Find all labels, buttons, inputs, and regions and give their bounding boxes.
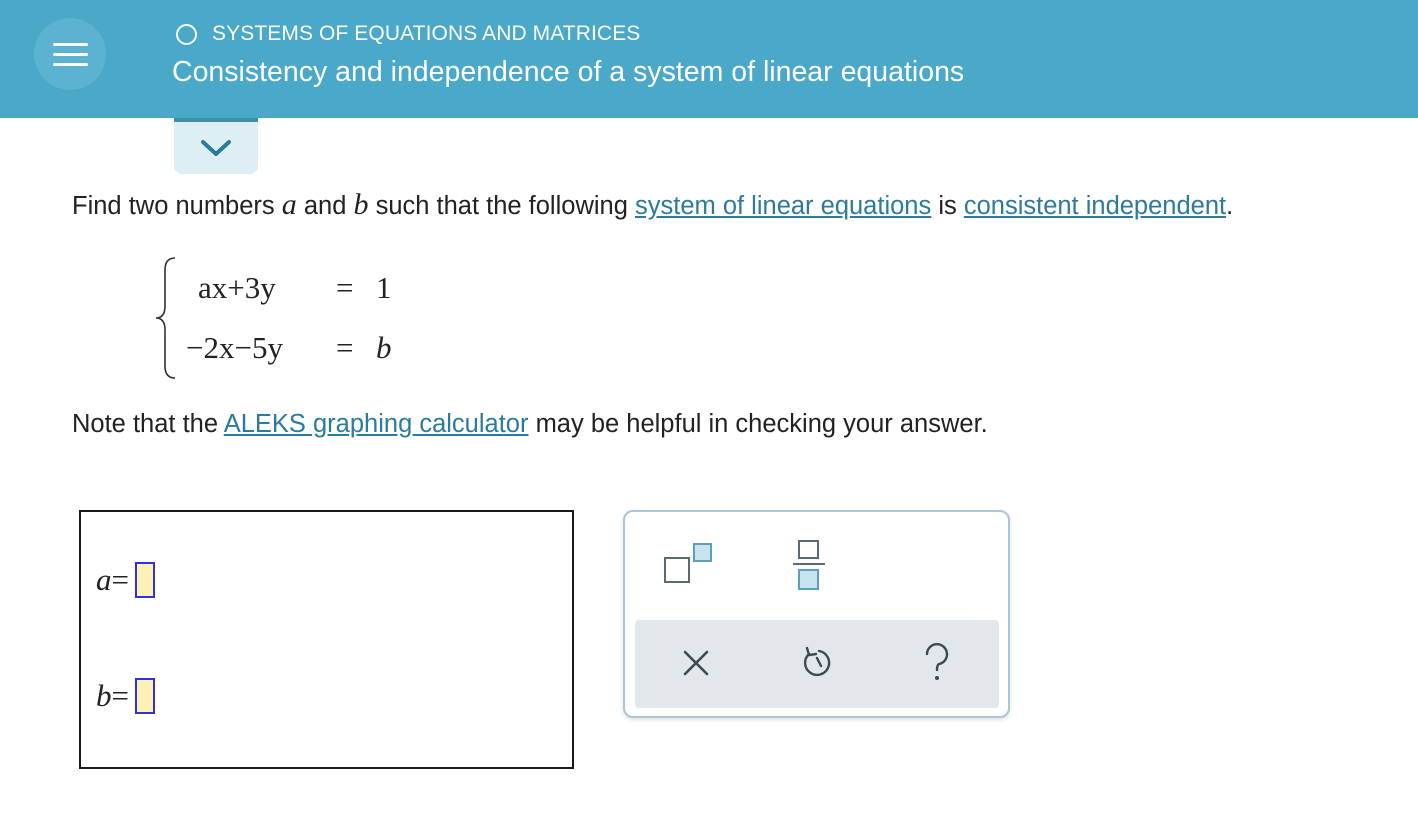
topic-label: SYSTEMS OF EQUATIONS AND MATRICES: [212, 22, 641, 45]
equation-system: [150, 256, 450, 380]
variable-b: b: [353, 188, 369, 221]
equation-1-rhs: 1: [376, 270, 392, 305]
graphing-calculator-link[interactable]: ALEKS graphing calculator: [223, 410, 529, 438]
page-title: Consistency and independence of a system of linear equations: [172, 56, 965, 88]
answer-b-label: b: [96, 678, 112, 713]
answer-box: [79, 510, 574, 769]
equation-2-lhs: −2x−5y: [186, 330, 283, 365]
left-brace-icon: [150, 256, 180, 380]
help-button[interactable]: [921, 642, 953, 689]
hamburger-menu-icon: [53, 43, 88, 46]
undo-icon: [798, 644, 836, 682]
fraction-button[interactable]: [789, 538, 829, 599]
consistent-independent-link[interactable]: consistent independent: [963, 192, 1227, 220]
clear-button[interactable]: [679, 646, 713, 685]
system-of-linear-equations-link[interactable]: system of linear equations: [634, 192, 932, 220]
equation-2-rhs: b: [376, 330, 392, 365]
answer-a-input[interactable]: [135, 562, 155, 598]
fraction-icon: [789, 538, 829, 594]
undo-button[interactable]: [798, 644, 836, 687]
answer-row-b: b=: [96, 678, 155, 714]
header-bar: [0, 0, 1418, 118]
note-text: Note that the ALEKS graphing calculator may be helpful in checking your answer.: [72, 410, 988, 438]
topic-circle-icon: [176, 24, 197, 45]
variable-a: a: [281, 188, 297, 221]
math-tool-panel: [623, 510, 1010, 718]
menu-button[interactable]: [34, 18, 106, 90]
superscript-button[interactable]: [661, 540, 717, 593]
topic-breadcrumb: [176, 22, 640, 46]
collapse-toggle-button[interactable]: [174, 118, 258, 174]
chevron-down-icon: [200, 138, 232, 158]
superscript-icon: [661, 540, 717, 588]
tool-actions-bar: [635, 620, 999, 708]
help-icon: [921, 642, 953, 684]
answer-a-label: a: [96, 562, 112, 597]
equation-2-equals: =: [336, 330, 354, 365]
close-icon: [679, 646, 713, 680]
equation-1-lhs: ax+3y: [198, 270, 276, 305]
answer-b-input[interactable]: [135, 678, 155, 714]
question-text: Find two numbers a and b such that the following system of linear equations is consistent independent.: [72, 188, 1234, 221]
equation-1-equals: =: [336, 270, 354, 305]
answer-row-a: a=: [96, 562, 155, 598]
